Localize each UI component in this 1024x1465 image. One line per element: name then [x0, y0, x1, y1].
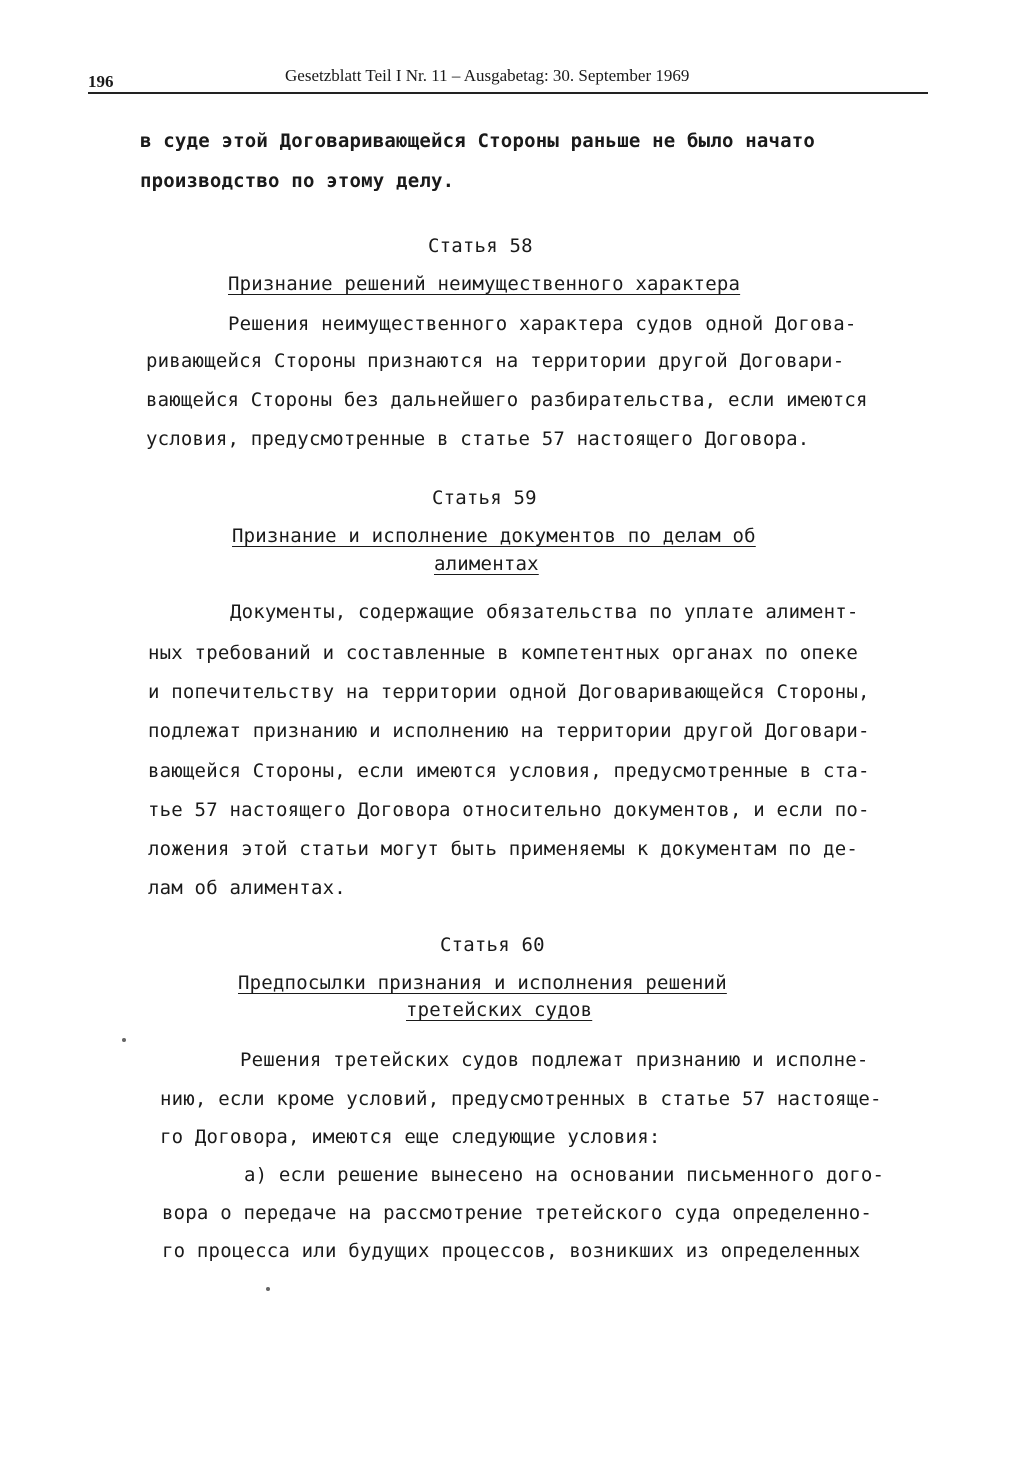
body-line: ривающейся Стороны признаются на территории другой Договари-: [146, 350, 845, 372]
body-line: и попечительству на территории одной Договаривающейся Стороны,: [148, 681, 870, 703]
scan-speck: [266, 1287, 270, 1291]
article-60-label: Статья 60: [440, 934, 545, 956]
article-59-title-cont: алиментах: [434, 553, 539, 575]
page-header: [88, 66, 928, 92]
body-line: ных требований и составленные в компетентных органах по опеке: [148, 642, 858, 664]
article-58-title: Признание решений неимущественного характера: [228, 273, 741, 295]
body-line: лам об алиментах.: [148, 877, 346, 899]
body-line: а) если решение вынесено на основании письменного дого-: [244, 1164, 885, 1186]
header-rule: [88, 92, 928, 94]
page-number: 196: [88, 72, 114, 91]
body-line: го Договора, имеются еще следующие условия:: [160, 1126, 661, 1148]
body-line: Решения третейских судов подлежат признанию и исполне-: [240, 1049, 869, 1071]
body-line: в суде этой Договаривающейся Стороны раньше не было начато: [140, 130, 816, 152]
body-line: тье 57 настоящего Договора относительно документов, и если по-: [148, 799, 870, 821]
body-line: условия, предусмотренные в статье 57 настоящего Договора.: [146, 428, 810, 450]
article-59-label: Статья 59: [432, 487, 537, 509]
body-line: го процесса или будущих процессов, возникших из определенных: [162, 1240, 861, 1262]
article-60-title-cont: третейских судов: [406, 999, 593, 1021]
article-59-title: Признание и исполнение документов по делам об: [232, 525, 756, 547]
article-58-label: Статья 58: [428, 235, 533, 257]
body-line: вающейся Стороны, если имеются условия, предусмотренные в ста-: [148, 760, 870, 782]
gazette-title: Gesetzblatt Teil I Nr. 11 – Ausgabetag: 30. September 1969: [285, 66, 690, 85]
body-line: производство по этому делу.: [140, 170, 455, 192]
body-line: Решения неимущественного характера судов одной Догова-: [228, 313, 857, 335]
body-line: вора о передаче на рассмотрение третейского суда определенно-: [162, 1202, 872, 1224]
body-line: подлежат признанию и исполнению на территории другой Договари-: [148, 720, 870, 742]
body-line: нию, если кроме условий, предусмотренных в статье 57 настояще-: [160, 1088, 882, 1110]
scan-speck: [122, 1038, 126, 1042]
body-line: ложения этой статьи могут быть применяемы к документам по де-: [148, 838, 858, 860]
article-60-title: Предпосылки признания и исполнения решений: [238, 972, 727, 994]
body-line: Документы, содержащие обязательства по уплате алимент-: [230, 601, 859, 623]
body-line: вающейся Стороны без дальнейшего разбирательства, если имеются: [146, 389, 868, 411]
